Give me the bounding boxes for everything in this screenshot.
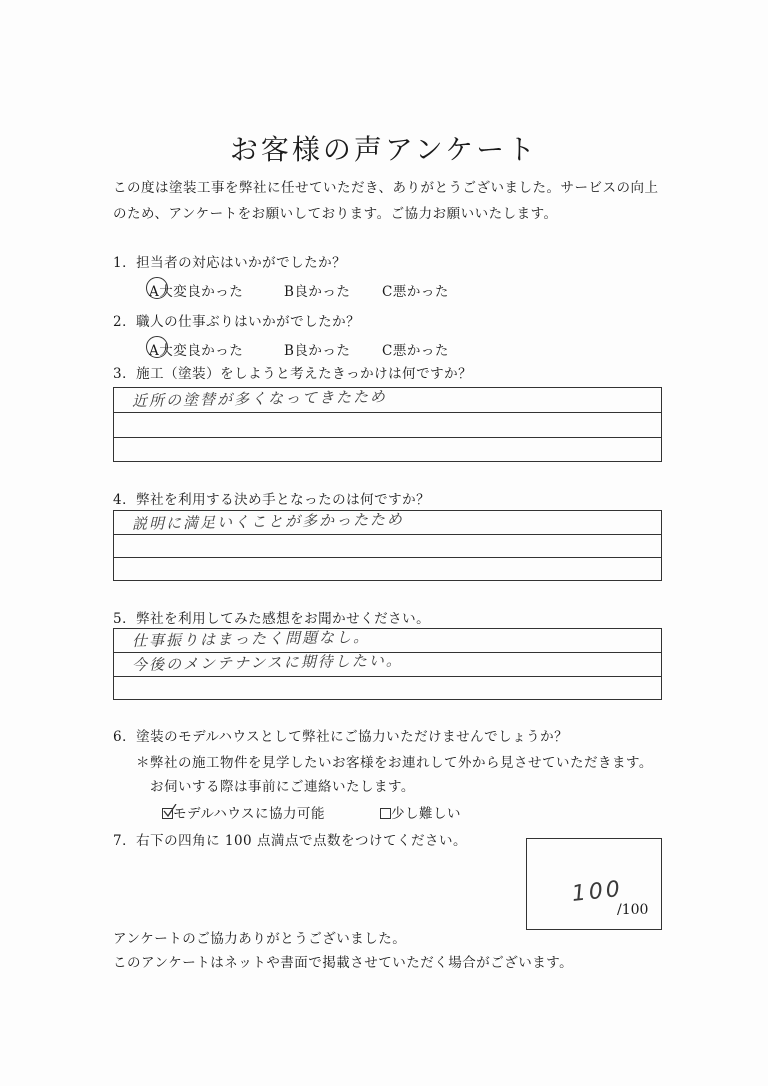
question-2: 2．職人の仕事ぶりはいかがでしたか？ (113, 314, 361, 330)
q5-handwritten-answer-line-1: 仕事振りはまったく問題なし。 (131, 627, 371, 650)
question-3: 3．施工（塗装）をしようと考えたきっかけは何ですか？ (113, 366, 473, 382)
q2-option-a[interactable]: A大変良かった (149, 343, 244, 359)
closing-line-1: アンケートのご協力ありがとうございました。 (113, 931, 407, 947)
checkbox-unchecked[interactable] (380, 808, 391, 819)
q6-note-line-2: お伺いする際は事前にご連絡いたします。 (150, 779, 415, 795)
q6-option-difficult[interactable] (380, 802, 461, 822)
question-4: 4．弊社を利用する決め手となったのは何ですか？ (113, 492, 431, 508)
q3-handwritten-answer: 近所の塗替が多くなってきたため (131, 387, 388, 410)
q1-option-b[interactable]: B良かった (284, 284, 351, 300)
checkmark-icon (163, 804, 177, 818)
q1-option-c[interactable]: C悪かった (382, 284, 449, 300)
answer-ruled-line (113, 437, 662, 438)
question-1: 1．担当者の対応はいかがでしたか？ (113, 255, 347, 271)
question-7: 7．右下の四角に 100 点満点で点数をつけてください。 (113, 833, 467, 849)
checkbox-checked[interactable] (162, 808, 173, 819)
page-title: お客様の声アンケート (229, 133, 539, 166)
q6-option-label: 少し難しい (391, 806, 461, 822)
answer-ruled-line (113, 412, 662, 413)
q2-option-c[interactable]: C悪かった (382, 343, 449, 359)
closing-line-2: このアンケートはネットや書面で掲載させていただく場合がございます。 (113, 955, 574, 971)
answer-ruled-line (113, 676, 662, 677)
answer-ruled-line (113, 534, 662, 535)
q1-option-a[interactable]: A大変良かった (149, 284, 244, 300)
q2-option-b[interactable]: B良かった (284, 343, 351, 359)
intro-line-2: のため、アンケートをお願いしております。ご協力お願いいたします。 (113, 206, 558, 222)
question-6: 6．塗装のモデルハウスとして弊社にご協力いただけませんでしょうか？ (113, 729, 569, 745)
intro-line-1: この度は塗装工事を弊社に任せていただき、ありがとうございました。サービスの向上 (113, 180, 659, 196)
answer-ruled-line (113, 557, 662, 558)
q6-note-line-1: ＊弊社の施工物件を見学したいお客様をお連れして外から見させていただきます。 (136, 755, 653, 771)
q4-handwritten-answer: 説明に満足いくことが多かったため (131, 510, 405, 533)
handwritten-score: 100 (570, 876, 625, 907)
q6-option-cooperate[interactable] (162, 802, 325, 822)
q6-option-label: モデルハウスに協力可能 (173, 806, 325, 822)
score-max: /100 (617, 902, 649, 918)
q5-handwritten-answer-line-2: 今後のメンテナンスに期待したい。 (131, 651, 403, 674)
question-5: 5．弊社を利用してみた感想をお聞かせください。 (113, 611, 431, 627)
